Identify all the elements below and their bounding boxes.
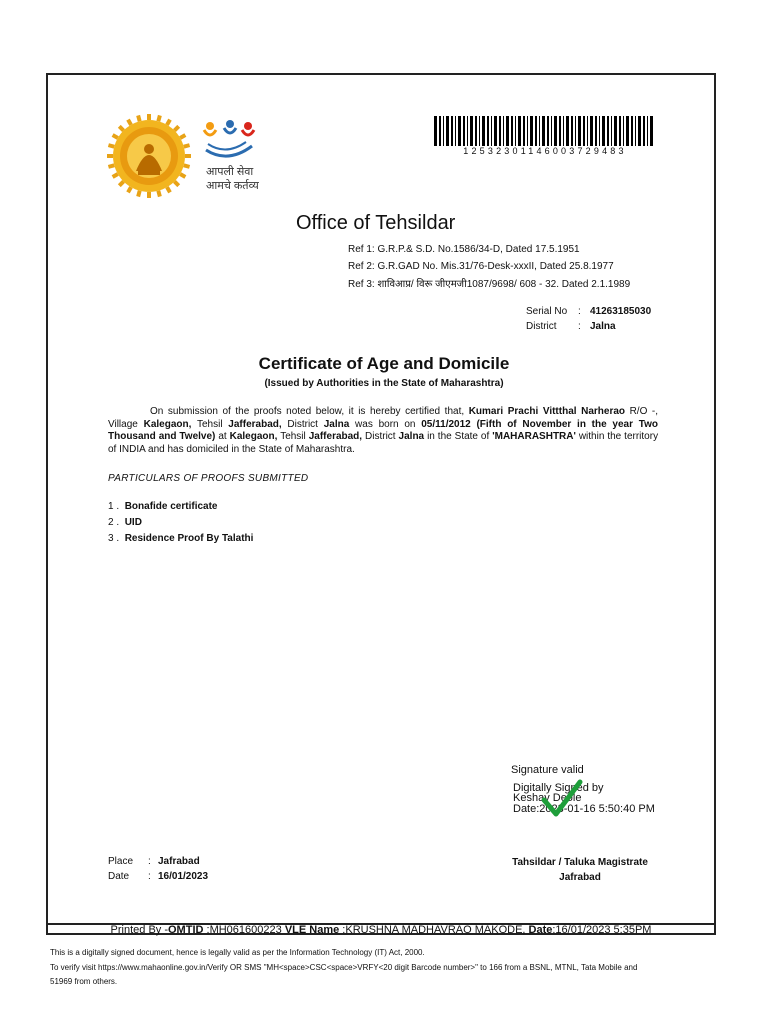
district-label: District (526, 321, 557, 332)
serial-colon: : (578, 306, 581, 317)
state: 'MAHARASHTRA' (492, 431, 576, 442)
proof-num: 1 . (108, 501, 120, 512)
proof-item (108, 533, 253, 544)
ref-3: Ref 3: शाविआप्र/ विरू जीएमजी1087/9698/ 608 - 32. Dated 2.1.1989 (348, 279, 631, 290)
signature-signer: Keshav Deole (513, 792, 582, 804)
seva-line2: आमचे कर्तव्य (206, 180, 259, 192)
printed-date-value: :16/01/2023 5:35PM (552, 924, 652, 936)
body-t3: Tehsil (196, 418, 223, 430)
serial-value: 41263185030 (590, 306, 652, 317)
office-title: Office of Tehsildar (296, 212, 456, 234)
barcode-number: 12532301146003729483 (463, 146, 627, 156)
body-t7: Tehsil (280, 431, 306, 442)
printed-date-label: Date (528, 924, 553, 936)
proof-item (108, 501, 218, 512)
proof-num: 2 . (108, 517, 120, 528)
authority-title: Tahsildar / Taluka Magistrate (512, 857, 648, 868)
authority-place: Jafrabad (559, 872, 601, 883)
vle-value: :KRUSHNA MADHAVRAO MAKODE, (342, 924, 526, 936)
ref-1: Ref 1: G.R.P.& S.D. No.1586/34-D, Dated 17.5.1951 (348, 244, 580, 255)
signature-date: Date:2023-01-16 5:50:40 PM (513, 803, 655, 815)
date-value: 16/01/2023 (158, 871, 209, 882)
particulars-heading: PARTICULARS OF PROOFS SUBMITTED (108, 473, 309, 484)
date-label: Date (108, 871, 130, 882)
place-value: Jafrabad (158, 856, 200, 867)
printed-by (46, 924, 716, 936)
vle-label: VLE Name (284, 924, 340, 936)
signature-status: Signature valid (511, 764, 584, 776)
omtid-label: OMTID (168, 924, 204, 936)
certificate-body (108, 406, 658, 456)
signature-line1: Digitally Signed by (513, 782, 604, 794)
district-colon: : (578, 321, 581, 332)
proof-num: 3 . (108, 533, 120, 544)
footer-verify: To verify visit https://www.mahaonline.gov.in/Verify OR SMS "MH<space>CSC<space>VRFY<20 digit Barcode number>" to 166 from a BSNL, MTNL, Tata Mobile and (50, 963, 638, 972)
barcode-icon (434, 116, 656, 146)
printed-prefix: Printed By - (110, 924, 168, 936)
seva-people-icon (196, 116, 260, 164)
signature-valid-check-icon (540, 776, 584, 820)
footer-verify-cont: 51969 from others. (50, 977, 118, 986)
proof-label: Residence Proof By Talathi (124, 533, 254, 544)
body-t1: On submission of the proofs noted below, it is hereby certified that, (150, 406, 465, 417)
body-t10: within the territory of INDIA and has domiciled in the State of Maharashtra. (108, 431, 659, 455)
maharashtra-seal-icon (106, 113, 192, 199)
body-t8: District (365, 431, 396, 442)
date-colon: : (148, 871, 151, 882)
place-colon: : (148, 856, 151, 867)
place-label: Place (108, 856, 134, 867)
omtid-value: :MH061600223 (206, 924, 282, 936)
tehsil-2: Jafferabad, (308, 431, 363, 442)
village: Kalegaon, (143, 418, 192, 430)
holder-name: Kumari Prachi Vittthal Narherao (468, 406, 625, 417)
body-t9: in the State of (427, 431, 490, 442)
birth-place: Kalegaon, (229, 431, 278, 442)
district-2: Jalna (398, 431, 425, 442)
footer-legal: This is a digitally signed document, hence is legally valid as per the Information Technology (IT) Act, 2000. (50, 948, 425, 957)
serial-label: Serial No (526, 306, 568, 317)
aapli-seva-logo (196, 116, 260, 196)
proof-label: Bonafide certificate (124, 501, 218, 512)
certificate-title: Certificate of Age and Domicile (258, 354, 510, 373)
ref-2: Ref 2: G.R.GAD No. Mis.31/76-Desk-xxxII, Dated 25.8.1977 (348, 261, 614, 272)
body-t5: was born on (355, 418, 416, 430)
district-value: Jalna (590, 321, 616, 332)
date-of-birth: 05/11/2012 (Fifth of November in the year Two Thousand and Twelve) (108, 418, 658, 442)
body-t4: District (287, 418, 318, 430)
tehsil: Jafferabad, (228, 418, 282, 430)
proof-label: UID (124, 517, 142, 528)
proof-item (108, 517, 142, 528)
certificate-subtitle: (Issued by Authorities in the State of Maharashtra) (264, 378, 504, 389)
body-t6: at (218, 431, 227, 442)
district: Jalna (323, 418, 350, 430)
seva-line1: आपली सेवा (206, 166, 254, 178)
body-t2: R/O -, Village (108, 406, 659, 430)
